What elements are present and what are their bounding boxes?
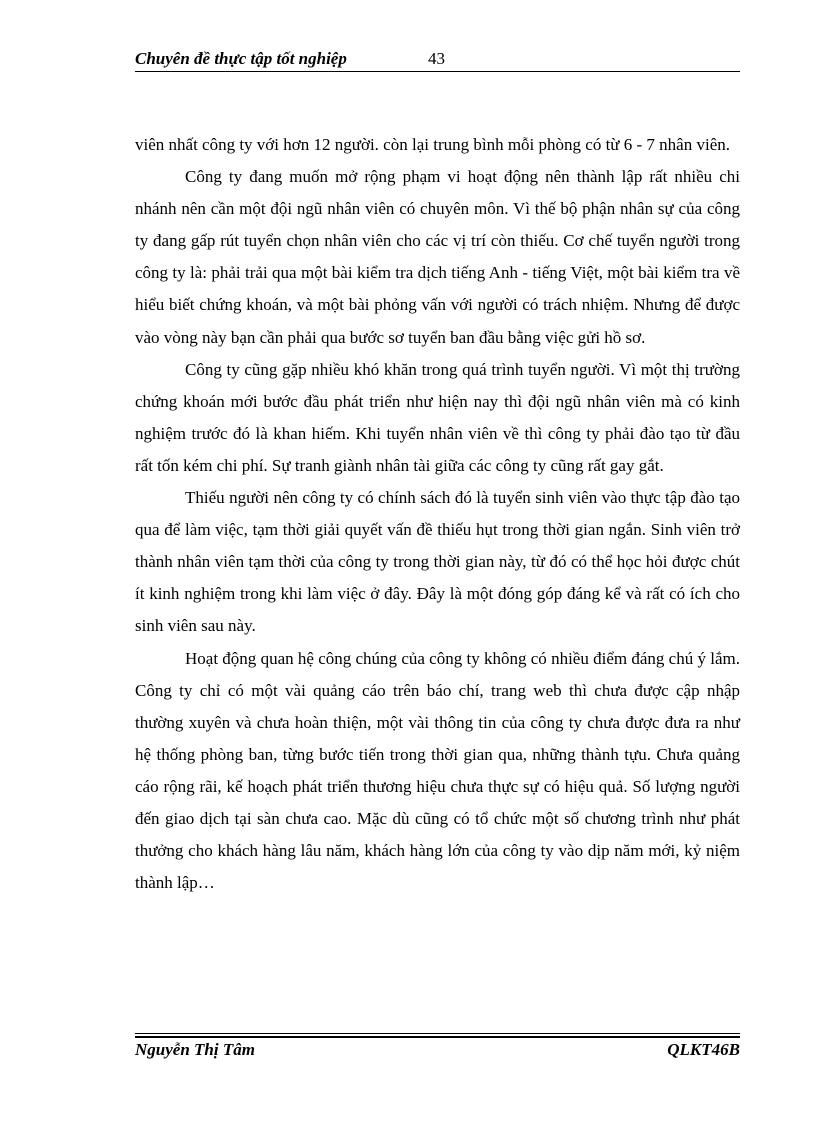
paragraph: Công ty cũng gặp nhiều khó khăn trong quá trình tuyển người. Vì một thị trường chứng khoán mới bước đầu phát triển như hiện nay thì đội ngũ nhân viên mà có kinh nghiệm trước đó là khan hiếm. Khi tuyển nhân viên về thì công ty phải đào tạo từ đầu rất tốn kém chi phí. Sự tranh giành nhân tài giữa các công ty cũng rất gay gắt.	[135, 359, 740, 475]
paragraph: Thiếu người nên công ty có chính sách đó là tuyển sinh viên vào thực tập đào tạo qua để làm việc, tạm thời giải quyết vấn đề thiếu hụt trong thời gian ngắn. Sinh viên trở thành nhân viên tạm thời của công ty trong thời gian này, từ đó có thể học hỏi được chút ít kinh nghiệm trong khi làm việc ở đây. Đây là một đóng góp đáng kể và rất có ích cho sinh viên sau này.	[135, 488, 740, 636]
paragraph: Hoạt động quan hệ công chúng của công ty không có nhiều điểm đáng chú ý lắm. Công ty chỉ có một vài quảng cáo trên báo chí, trang web thì chưa được cập nhập thường xuyên và chưa hoàn thiện, một vài thông tin của công ty chưa được đưa ra như hệ thống phòng ban, từng bước tiến trong thời gian qua, những thành tựu. Chưa quảng cáo rộng rãi, kế hoạch phát triển thương hiệu chưa thực sự có hiệu quả. Số lượng người đến giao dịch tại sàn chưa cao. Mặc dù cũng có tổ chức một số chương trình như phát thưởng cho khách hàng lâu năm, khách hàng lớn của công ty vào dịp năm mới, kỷ niệm thành lập…	[135, 648, 740, 893]
paragraph: viên nhất công ty với hơn 12 người. còn lại trung bình mỗi phòng có từ 6 - 7 nhân viên.	[135, 135, 730, 154]
document-body	[135, 129, 740, 899]
header-title: Chuyên đề thực tập tốt nghiệp	[135, 49, 347, 68]
footer-class-code: QLKT46B	[667, 1040, 740, 1059]
header-divider	[135, 71, 740, 72]
page-number: 43	[428, 49, 445, 68]
paragraph: Công ty đang muốn mở rộng phạm vi hoạt động nên thành lập rất nhiều chi nhánh nên cần một đội ngũ nhân viên có chuyên môn. Vì thế bộ phận nhân sự của công ty đang gấp rút tuyển chọn nhân viên cho các vị trí còn thiếu. Cơ chế tuyển người trong công ty là: phải trải qua một bài kiểm tra dịch tiếng Anh - tiếng Việt, một bài kiểm tra về hiểu biết chứng khoán, và một bài phỏng vấn với người có trách nhiệm. Nhưng để được vào vòng này bạn cần phải qua bước sơ tuyển ban đầu bằng việc gửi hồ sơ.	[135, 167, 740, 347]
footer-divider	[135, 1033, 740, 1034]
page-header	[135, 49, 740, 71]
footer-author: Nguyễn Thị Tâm	[135, 1040, 255, 1059]
footer-divider-thick	[135, 1036, 740, 1038]
